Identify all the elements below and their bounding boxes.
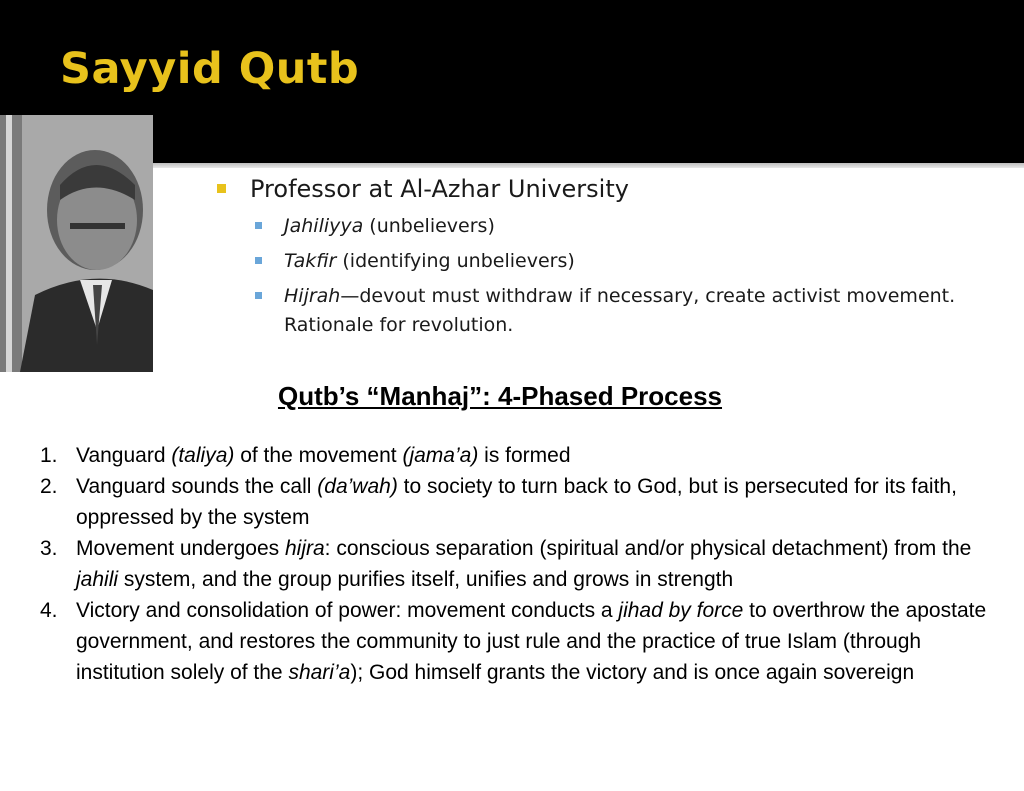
sub-bullet-square-icon: [255, 222, 262, 229]
sub-bullet-text: (identifying unbelievers): [336, 250, 575, 272]
phase-item: [40, 440, 1000, 471]
phase-text: ); God himself grants the victory and is once again sovereign: [350, 661, 915, 684]
phase-text: to overthrow the apostate government, and restores the community to just rule and the practice of true Islam (through institution solely of the: [76, 599, 987, 684]
phase-text: Vanguard: [76, 444, 172, 467]
phase-term: jihad by force: [618, 599, 744, 622]
bullet-list: [213, 172, 1003, 340]
phase-number: 1.: [40, 444, 58, 467]
sub-bullet-takfir: [213, 247, 964, 276]
portrait-photo: [0, 115, 153, 372]
slide-title: Sayyid Qutb: [60, 44, 360, 94]
sub-bullet-term: Takfir: [284, 250, 337, 272]
phase-text: to society to turn back to God, but is persecuted for its faith, oppressed by the system: [76, 475, 957, 529]
phase-term: hijra: [284, 537, 325, 560]
phase-number: 4.: [40, 599, 58, 622]
sub-bullet-term: Hijrah: [284, 285, 341, 307]
portrait-image: [0, 115, 153, 372]
phase-term: shari’a: [288, 661, 351, 684]
phase-list: [40, 440, 1000, 688]
phase-number: 3.: [40, 537, 58, 560]
phase-term: (taliya): [171, 444, 235, 467]
phase-term: (da’wah): [317, 475, 398, 498]
bullet-main-text: Professor at Al-Azhar University: [250, 175, 629, 203]
bullet-main: [213, 172, 1003, 206]
title-divider: [152, 163, 1024, 168]
sub-bullet-square-icon: [255, 257, 262, 264]
phase-text: is formed: [478, 444, 571, 467]
sub-bullet-text: —devout must withdraw if necessary, create activist movement. Rationale for revolution.: [284, 285, 956, 336]
phase-item: [40, 471, 1000, 533]
phase-term: jahili: [76, 568, 119, 591]
phase-text: Victory and consolidation of power: movement conducts a: [76, 599, 619, 622]
bullet-square-icon: [217, 184, 226, 193]
phase-term: (jama’a): [402, 444, 479, 467]
phase-item: [40, 533, 1000, 595]
phase-item: [40, 595, 1000, 688]
sub-bullet-term: Jahiliyya: [284, 215, 364, 237]
sub-bullet-square-icon: [255, 292, 262, 299]
sub-bullet-text: (unbelievers): [363, 215, 495, 237]
section-subheading: Qutb’s “Manhaj”: 4-Phased Process: [277, 381, 723, 411]
phase-text: Movement undergoes: [76, 537, 285, 560]
phase-text: : conscious separation (spiritual and/or physical detachment) from the: [324, 537, 972, 560]
phase-text: Vanguard sounds the call: [76, 475, 318, 498]
sub-bullet-hijrah: [213, 282, 964, 340]
phase-text: of the movement: [234, 444, 403, 467]
phase-text: system, and the group purifies itself, unifies and grows in strength: [118, 568, 734, 591]
sub-bullet-jahiliyya: [213, 212, 964, 241]
phase-number: 2.: [40, 475, 58, 498]
